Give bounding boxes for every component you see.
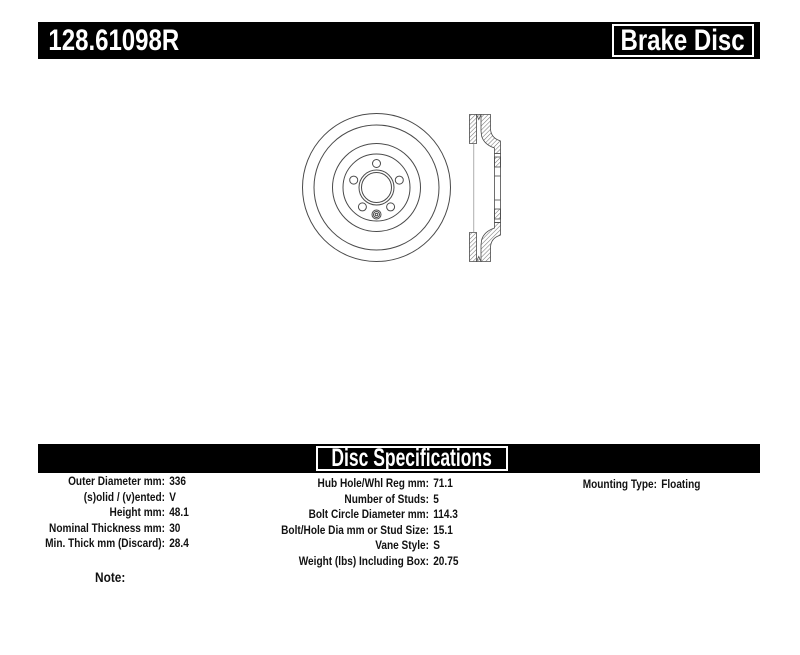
spec-row (26, 474, 188, 490)
spec-label: Nominal Thickness mm: (49, 520, 165, 535)
spec-label: Outer Diameter mm: (68, 474, 165, 488)
spec-value: 20.75 (433, 553, 459, 568)
spec-value: 30 (169, 520, 181, 535)
spec-section-bar (38, 444, 760, 473)
section-hub-wall-hatch-top (495, 157, 501, 167)
spec-value: 15.1 (433, 522, 453, 537)
spec-label: Weight (lbs) Including Box: (298, 553, 429, 568)
set-screw-hole (375, 213, 378, 216)
spec-label: Hub Hole/Whl Reg mm: (317, 476, 429, 490)
spec-label: (s)olid / (v)ented: (83, 489, 165, 504)
spec-section-title: Disc Specifications (331, 444, 493, 472)
spec-row (573, 477, 700, 493)
spec-row (26, 490, 188, 506)
spec-value: 5 (433, 491, 439, 506)
note-label: Note: (95, 570, 126, 585)
spec-value: 336 (169, 474, 187, 488)
brake-disc-cross-section-view (470, 115, 501, 262)
spec-label: Mounting Type: (582, 477, 657, 491)
section-top-outboard-plate (470, 115, 477, 144)
section-top-vent-cap (477, 115, 482, 120)
hub-face-circle (343, 154, 410, 221)
outer-diameter-circle (303, 114, 451, 262)
stud-hole (395, 176, 403, 184)
spec-column-dimensions (26, 474, 188, 552)
spec-value: V (169, 489, 176, 504)
center-bore (362, 173, 392, 203)
spec-value: Floating (661, 477, 701, 491)
spec-label: Min. Thick mm (Discard): (45, 536, 165, 551)
product-title-box (612, 24, 754, 57)
spec-value: 71.1 (433, 476, 453, 490)
spec-row (264, 538, 458, 554)
part-number: 128.61098R (48, 23, 180, 57)
section-bottom-inboard-plate-and-hat (481, 223, 501, 262)
section-bottom-vent-cap (477, 257, 482, 262)
spec-column-hub (264, 476, 458, 570)
spec-column-mounting (573, 477, 700, 493)
stud-hole (373, 160, 381, 168)
section-top-inboard-plate-and-hat (481, 115, 501, 154)
spec-label: Bolt Circle Diameter mm: (308, 507, 429, 522)
spec-row (26, 521, 188, 537)
spec-value: 114.3 (433, 507, 458, 522)
spec-value: S (433, 538, 440, 553)
spec-row (264, 523, 458, 539)
spec-label: Height mm: (109, 505, 165, 520)
brake-disc-front-view (303, 114, 451, 262)
set-screw-hole (374, 212, 380, 218)
spec-value: 48.1 (169, 505, 189, 520)
section-hub-wall-hatch-bottom (495, 209, 501, 219)
spec-label: Bolt/Hole Dia mm or Stud Size: (281, 522, 429, 537)
spec-row (264, 507, 458, 523)
header-bar (38, 22, 760, 59)
spec-title-box (316, 446, 508, 471)
spec-label: Number of Studs: (344, 491, 429, 506)
spec-row (264, 492, 458, 508)
stud-hole (387, 203, 395, 211)
stud-hole (358, 203, 366, 211)
spec-row (264, 476, 458, 492)
spec-value: 28.4 (169, 536, 189, 551)
section-bottom-outboard-plate (470, 233, 477, 262)
spec-row (264, 554, 458, 570)
spec-row (26, 536, 188, 552)
hat-outer-circle (333, 144, 421, 232)
spec-row (26, 505, 188, 521)
spec-label: Vane Style: (375, 538, 429, 553)
technical-drawing (276, 75, 536, 290)
center-bore-chamfer (359, 170, 394, 205)
product-title: Brake Disc (620, 23, 746, 57)
stud-hole (350, 176, 358, 184)
